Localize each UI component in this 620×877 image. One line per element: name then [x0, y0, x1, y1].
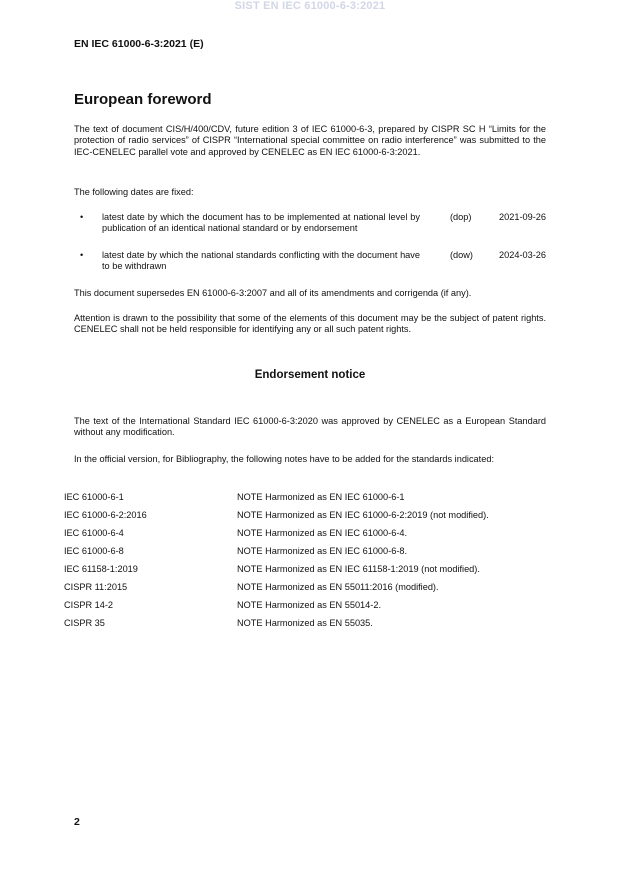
date-item-text: latest date by which the national standards conflicting with the document have to be withdrawn	[102, 250, 420, 272]
foreword-title: European foreword	[74, 91, 212, 108]
standard-reference: IEC 61000-6-4	[64, 528, 124, 538]
harmonized-note: NOTE Harmonized as EN 55014-2.	[237, 600, 381, 610]
standard-note-row	[64, 600, 564, 618]
harmonized-note: NOTE Harmonized as EN IEC 61000-6-1	[237, 492, 405, 502]
harmonized-note: NOTE Harmonized as EN IEC 61000-6-4.	[237, 528, 408, 538]
date-item-code: (dow)	[450, 250, 473, 260]
supersedes-paragraph: This document supersedes EN 61000-6-3:2007 and all of its amendments and corrigenda (if any).	[74, 288, 472, 298]
standard-note-row	[64, 546, 564, 564]
harmonized-note: NOTE Harmonized as EN IEC 61000-6-2:2019 (not modified).	[237, 510, 489, 520]
harmonized-note: NOTE Harmonized as EN 55035.	[237, 618, 373, 628]
document-id-header: EN IEC 61000-6-3:2021 (E)	[74, 38, 204, 50]
endorsement-text-paragraph: The text of the International Standard IEC 61000-6-3:2020 was approved by CENELEC as a European Standard without any modification.	[74, 416, 546, 438]
endorsement-title: Endorsement notice	[254, 369, 366, 381]
standard-reference: CISPR 35	[64, 618, 105, 628]
standard-reference: IEC 61000-6-8	[64, 546, 124, 556]
bullet-icon: •	[80, 250, 84, 260]
standard-reference: IEC 61158-1:2019	[64, 564, 138, 574]
harmonized-note: NOTE Harmonized as EN IEC 61158-1:2019 (not modified).	[237, 564, 480, 574]
standard-note-row	[64, 528, 564, 546]
date-item-text: latest date by which the document has to be implemented at national level by publication of an identical national standard or by endorsement	[102, 212, 420, 234]
date-item-date: 2024-03-26	[499, 250, 546, 260]
harmonized-note: NOTE Harmonized as EN 55011:2016 (modified).	[237, 582, 439, 592]
standard-reference: CISPR 11:2015	[64, 582, 128, 592]
watermark: SIST EN IEC 61000-6-3:2021	[234, 0, 386, 12]
bibliography-intro-paragraph: In the official version, for Bibliography, the following notes have to be added for the standards indicated:	[74, 454, 494, 464]
page-number: 2	[74, 816, 80, 828]
standard-reference: CISPR 14-2	[64, 600, 114, 610]
standard-reference: IEC 61000-6-1	[64, 492, 124, 502]
standard-note-row	[64, 618, 564, 636]
standard-note-row	[64, 582, 564, 600]
foreword-intro-paragraph: The text of document CIS/H/400/CDV, future edition 3 of IEC 61000-6-3, prepared by CISPR SC H “Limits for the protection of radio services” of CISPR “International special committee on radio interference” was submitted to the IEC-CENELEC parallel vote and approved by CENELEC as EN IEC 61000-6-3:2021.	[74, 124, 546, 157]
bullet-icon: •	[80, 212, 84, 222]
standard-reference: IEC 61000-6-2:2016	[64, 510, 147, 520]
date-item-code: (dop)	[450, 212, 472, 222]
patent-paragraph: Attention is drawn to the possibility that some of the elements of this document may be the subject of patent rights. CENELEC shall not be held responsible for identifying any or all such patent rights.	[74, 313, 546, 335]
standard-note-row	[64, 510, 564, 528]
standard-note-row	[64, 492, 564, 510]
standard-note-row	[64, 564, 564, 582]
harmonized-note: NOTE Harmonized as EN IEC 61000-6-8.	[237, 546, 408, 556]
date-item-date: 2021-09-26	[499, 212, 546, 222]
dates-intro-paragraph: The following dates are fixed:	[74, 187, 194, 197]
